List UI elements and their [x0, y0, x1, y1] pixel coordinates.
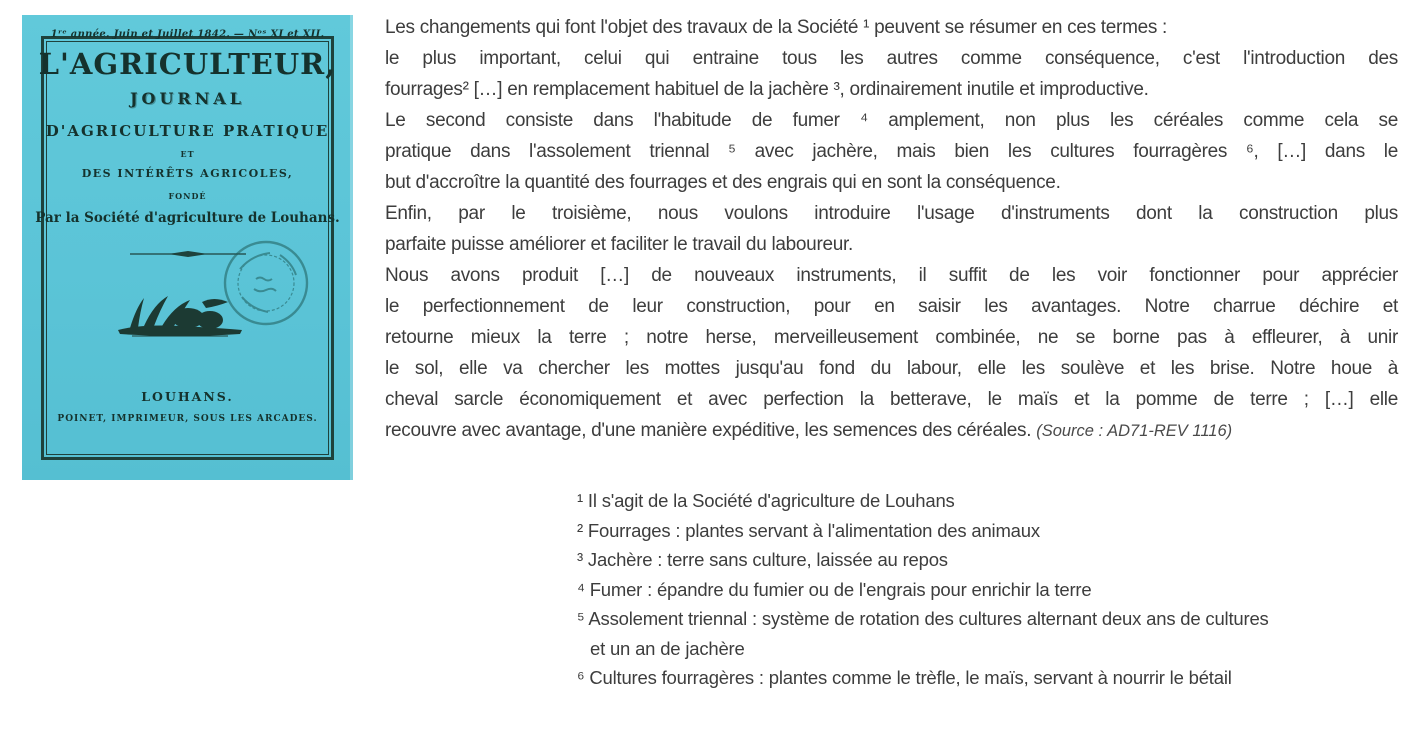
- cover-interests-line: DES INTÉRÊTS AGRICOLES,: [81, 167, 294, 180]
- excerpt-line-text: recouvre avec avantage, d'une manière expéditive, les semences des céréales.: [385, 420, 1037, 441]
- excerpt-line: Les changements qui font l'objet des travaux de la Société ¹ peuvent se résumer en ces termes :: [385, 17, 1168, 38]
- journal-cover-image: [22, 15, 353, 480]
- excerpt-line: fourrages² […] en remplacement habituel de la jachère ³, ordinairement inutile et improductive.: [385, 79, 1149, 100]
- cover-subtitle: D'AGRICULTURE PRATIQUE: [45, 122, 330, 140]
- source-reference: (Source : AD71-REV 1116): [1036, 422, 1233, 440]
- excerpt-line: le sol, elle va chercher les mottes jusqu'au fond du labour, elle les soulève et les brise. Notre houe à: [385, 358, 1398, 379]
- footnote-5: ⁵ Assolement triennal : système de rotation des cultures alternant deux ans de cultures: [577, 608, 1269, 629]
- excerpt-line: cheval sarcle économiquement et avec perfection la betterave, le maïs et la pomme de terre ; […] elle: [385, 389, 1398, 410]
- cover-issue-line: 1ʳᵉ année. Juin et Juillet 1842. — Nᵒˢ XI et XII.: [50, 29, 325, 40]
- footnote-6: ⁶ Cultures fourragères : plantes comme le trèfle, le maïs, servant à nourrir le bétail: [577, 667, 1232, 688]
- footnote-4: ⁴ Fumer : épandre du fumier ou de l'engrais pour enrichir la terre: [577, 578, 1092, 600]
- excerpt-line: retourne mieux la terre ; notre herse, merveilleusement combinée, ne se borne pas à effleurer, à unir: [385, 327, 1398, 348]
- excerpt-last-line: [385, 415, 1398, 446]
- cover-content: [22, 15, 353, 480]
- cover-city-line: LOUHANS.: [141, 389, 234, 404]
- excerpt-line: but d'accroître la quantité des fourrages et des engrais qui en sont la conséquence.: [385, 172, 1061, 193]
- footnote-1: ¹ Il s'agit de la Société d'agriculture de Louhans: [577, 490, 955, 511]
- footnote-2: ² Fourrages : plantes servant à l'alimentation des animaux: [577, 519, 1040, 541]
- cover-fonde-word: FONDÉ: [168, 191, 207, 201]
- excerpt-line: le perfectionnement de leur construction, pour en saisir les avantages. Notre charrue déchire et: [385, 296, 1398, 317]
- excerpt-line: parfaite puisse améliorer et faciliter le travail du laboureur.: [385, 234, 853, 255]
- cover-title: L'AGRICULTEUR,: [38, 47, 337, 81]
- footnote-3: ³ Jachère : terre sans culture, laissée au repos: [577, 549, 948, 570]
- cover-society-line: Par la Société d'agriculture de Louhans.: [35, 210, 340, 226]
- footnotes-block: [577, 486, 1347, 693]
- excerpt-line: Nous avons produit […] de nouveaux instruments, il suffit de les voir fonctionner pour apprécier: [385, 265, 1398, 286]
- excerpt-line: pratique dans l'assolement triennal ⁵ avec jachère, mais bien les cultures fourragères ⁶, […] dans le: [385, 141, 1398, 162]
- excerpt-text-block: [385, 12, 1398, 446]
- footnote-5-continuation: et un an de jachère: [590, 637, 745, 659]
- excerpt-line: Enfin, par le troisième, nous voulons introduire l'usage d'instruments dont la construction plus: [385, 203, 1398, 224]
- cover-printer-line: POINET, IMPRIMEUR, SOUS LES ARCADES.: [57, 414, 318, 424]
- excerpt-line: le plus important, celui qui entraine tous les autres comme conséquence, c'est l'introduction des: [385, 48, 1398, 69]
- cover-journal-word: JOURNAL: [129, 89, 246, 108]
- cover-et-word: ET: [180, 149, 195, 159]
- excerpt-line: Le second consiste dans l'habitude de fumer ⁴ amplement, non plus les céréales comme cela se: [385, 110, 1398, 131]
- archive-stamp-icon: [222, 239, 310, 331]
